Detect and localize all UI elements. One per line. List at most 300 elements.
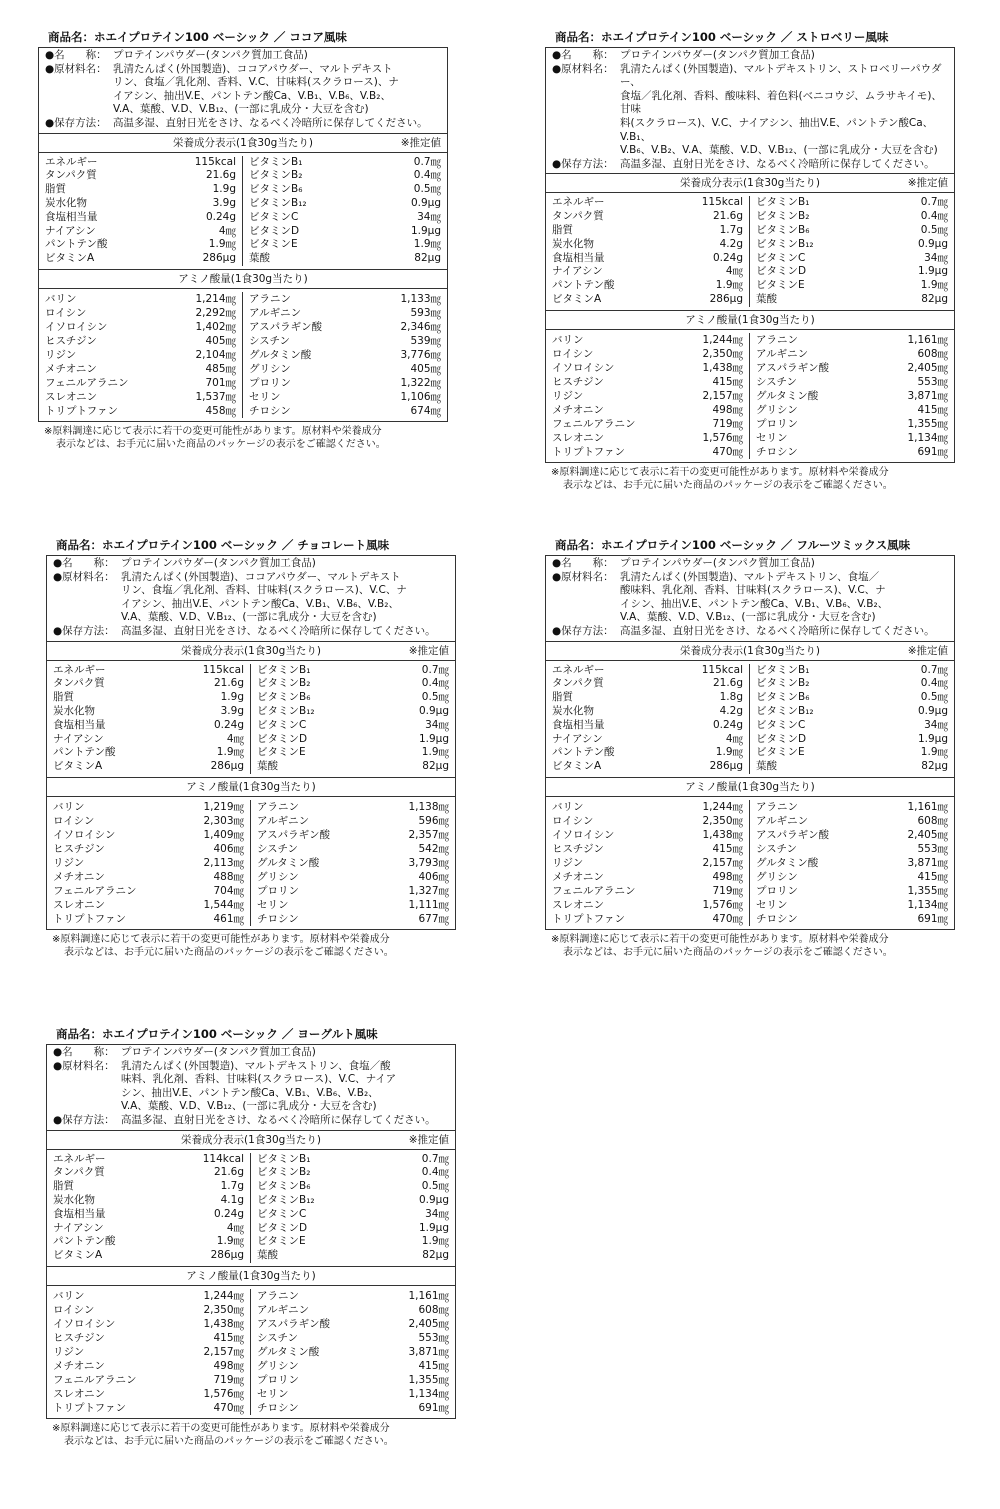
- amino-name: アスパラギン酸: [257, 828, 330, 841]
- amino-value: 405㎎: [205, 334, 236, 347]
- amino-name: アルギニン: [257, 814, 310, 827]
- nutrition-value: 0.24g: [213, 718, 244, 731]
- nutrition-row: [756, 238, 948, 252]
- footnote-line: 表示などは、お手元に届いた商品のパッケージの表示をご確認ください。: [64, 946, 394, 958]
- amino-name: セリン: [257, 1387, 289, 1400]
- nutrition-row: [552, 265, 743, 279]
- nutrition-row: [552, 733, 743, 747]
- amino-name: リジン: [552, 856, 584, 869]
- product-label: 商品名：ホエイプロテイン100 ベーシック ／: [56, 538, 294, 552]
- amino-name: セリン: [756, 431, 788, 444]
- amino-row: [249, 348, 441, 362]
- product-title: [545, 536, 955, 555]
- amino-row: [53, 1331, 244, 1345]
- label-panel: [38, 28, 448, 451]
- amino-name: ロイシン: [552, 347, 594, 360]
- amino-name: シスチン: [756, 375, 797, 388]
- ingredients-text: [121, 1060, 449, 1114]
- amino-row: [552, 403, 743, 417]
- amino-value: 415㎎: [418, 1359, 449, 1372]
- amino-column-left: [47, 1289, 251, 1415]
- nutrition-name: パントテン酸: [552, 279, 615, 292]
- nutrition-header: [47, 641, 455, 661]
- amino-row: [53, 1303, 244, 1317]
- product-info: [47, 1045, 455, 1130]
- label-box: [545, 555, 955, 930]
- nutrition-name: エネルギー: [45, 155, 98, 168]
- nutrition-value: 82μg: [921, 760, 948, 773]
- ingredients-line: V.A、葉酸、V.D、V.B₁₂、(一部に乳成分・大豆を含む): [121, 611, 377, 624]
- footnote-line: 表示などは、お手元に届いた商品のパッケージの表示をご確認ください。: [563, 946, 893, 958]
- nutrition-name: ビタミンB₂: [249, 169, 303, 182]
- amino-name: アルギニン: [257, 1303, 310, 1316]
- nutrition-row: [257, 1153, 449, 1167]
- amino-name: トリプトファン: [552, 445, 625, 458]
- nutrition-value: 0.9μg: [917, 704, 948, 717]
- nutrition-name: 食塩相当量: [552, 251, 605, 264]
- amino-value: 1,134㎎: [907, 431, 948, 444]
- name-value: プロテインパウダー(タンパク質加工食品): [121, 557, 316, 569]
- storage-value: 高温多湿、直射日光をさけ、なるべく冷暗所に保存してください。: [620, 624, 935, 637]
- nutrition-name: ビタミンD: [249, 224, 300, 237]
- amino-row: [53, 828, 244, 842]
- product-title: [46, 536, 456, 555]
- nutrition-row: [756, 733, 948, 747]
- amino-value: 498㎎: [213, 1359, 244, 1372]
- amino-value: 704㎎: [213, 884, 244, 897]
- nutrition-row: [756, 265, 948, 279]
- estimate-note: ※推定値: [408, 644, 449, 657]
- amino-row: [257, 1401, 449, 1415]
- amino-name: グリシン: [756, 403, 798, 416]
- nutrition-row: [756, 210, 948, 224]
- amino-value: 674㎎: [410, 404, 441, 417]
- nutrition-value: 0.5㎎: [413, 183, 441, 196]
- nutrition-value: 286μg: [709, 760, 743, 773]
- amino-value: 1,134㎎: [907, 898, 948, 911]
- amino-value: 596㎎: [418, 814, 449, 827]
- amino-row: [552, 445, 743, 459]
- ingredients-label: ●原材料名：: [45, 62, 107, 75]
- amino-row: [257, 856, 449, 870]
- nutrition-column-left: [47, 664, 251, 774]
- amino-name: アラニン: [756, 800, 798, 813]
- amino-row: [45, 362, 236, 376]
- nutrition-name: ビタミンD: [756, 732, 807, 745]
- nutrition-name: ナイアシン: [45, 224, 96, 237]
- ingredients-line: 乳清たんぱく(外国製造)、マルトデキストリン、ストロベリーパウダー、: [620, 62, 942, 89]
- flavor-name: チョコレート風味: [297, 538, 390, 552]
- nutrition-value: 286μg: [202, 252, 236, 265]
- nutrition-row: [257, 1249, 449, 1263]
- amino-row: [756, 375, 948, 389]
- flavor-name: ストロベリー風味: [796, 30, 889, 44]
- name-label: ●名 称：: [53, 1046, 115, 1058]
- label-box: [38, 47, 448, 422]
- nutrition-name: ビタミンB₁: [249, 155, 303, 168]
- nutrition-row: [552, 719, 743, 733]
- amino-name: プロリン: [756, 417, 798, 430]
- nutrition-row: [552, 210, 743, 224]
- nutrition-value: 21.6g: [205, 169, 236, 182]
- nutrition-row: [45, 252, 236, 266]
- amino-value: 1,409㎎: [203, 828, 244, 841]
- nutrition-name: ビタミンD: [257, 732, 308, 745]
- amino-value: 2,405㎎: [907, 361, 948, 374]
- amino-row: [756, 800, 948, 814]
- amino-value: 1,544㎎: [203, 898, 244, 911]
- nutrition-value: 115kcal: [194, 155, 236, 168]
- amino-row: [552, 814, 743, 828]
- amino-value: 488㎎: [213, 870, 244, 883]
- amino-name: フェニルアラニン: [53, 1373, 137, 1386]
- nutrition-row: [257, 1222, 449, 1236]
- nutrition-name: ナイアシン: [552, 265, 603, 278]
- amino-value: 1,576㎎: [203, 1387, 244, 1400]
- amino-value: 1,219㎎: [203, 800, 244, 813]
- amino-title: アミノ酸量(1食30g当たり): [178, 272, 308, 285]
- ingredients-line: リン、食塩／乳化剤、香料、V.C、甘味料(スクラロース)、ナ: [113, 76, 399, 89]
- nutrition-name: ビタミンB₁: [257, 663, 311, 676]
- amino-row: [53, 1317, 244, 1331]
- nutrition-value: 0.4㎎: [920, 677, 948, 690]
- nutrition-name: ビタミンA: [53, 760, 103, 773]
- amino-name: シスチン: [249, 334, 290, 347]
- nutrition-name: ビタミンB₁₂: [249, 196, 307, 209]
- amino-value: 405㎎: [410, 362, 441, 375]
- amino-value: 461㎎: [213, 912, 244, 925]
- nutrition-row: [552, 677, 743, 691]
- storage-label: ●保存方法：: [552, 624, 614, 637]
- amino-name: フェニルアラニン: [552, 417, 636, 430]
- amino-value: 1,106㎎: [400, 390, 441, 403]
- nutrition-row: [53, 733, 244, 747]
- name-row: [53, 1046, 449, 1060]
- amino-name: フェニルアラニン: [45, 376, 129, 389]
- amino-value: 485㎎: [205, 362, 236, 375]
- amino-row: [756, 431, 948, 445]
- amino-value: 1,244㎎: [702, 800, 743, 813]
- amino-row: [249, 320, 441, 334]
- amino-row: [257, 870, 449, 884]
- nutrition-name: 脂質: [45, 183, 66, 196]
- amino-column-left: [546, 800, 750, 926]
- nutrition-name: エネルギー: [552, 196, 605, 209]
- nutrition-row: [552, 691, 743, 705]
- amino-name: シスチン: [756, 842, 797, 855]
- nutrition-value: 4㎎: [218, 224, 236, 237]
- nutrition-row: [756, 664, 948, 678]
- amino-value: 2,405㎎: [408, 1317, 449, 1330]
- nutrition-value: 4㎎: [725, 265, 743, 278]
- amino-value: 3,776㎎: [400, 348, 441, 361]
- nutrition-value: 1.9㎎: [715, 279, 743, 292]
- amino-row: [552, 884, 743, 898]
- amino-row: [257, 884, 449, 898]
- nutrition-row: [552, 279, 743, 293]
- ingredients-line: 乳清たんぱく(外国製造)、マルトデキストリン、食塩／: [620, 570, 880, 583]
- footnote: [46, 933, 456, 959]
- amino-value: 2,157㎎: [203, 1345, 244, 1358]
- nutrition-value: 0.4㎎: [413, 169, 441, 182]
- amino-row: [756, 347, 948, 361]
- label-box: [46, 555, 456, 930]
- amino-value: 415㎎: [917, 870, 948, 883]
- storage-label: ●保存方法：: [53, 624, 115, 637]
- nutrition-row: [249, 225, 441, 239]
- nutrition-header: [546, 173, 954, 193]
- amino-row: [552, 800, 743, 814]
- nutrition-row: [756, 293, 948, 307]
- footnote-line: 表示などは、お手元に届いた商品のパッケージの表示をご確認ください。: [563, 479, 893, 491]
- amino-row: [249, 404, 441, 418]
- nutrition-row: [53, 1235, 244, 1249]
- amino-value: 1,402㎎: [195, 320, 236, 333]
- nutrition-name: 炭水化物: [53, 1193, 95, 1206]
- amino-name: リジン: [552, 389, 584, 402]
- nutrition-row: [257, 719, 449, 733]
- amino-name: バリン: [45, 292, 77, 305]
- nutrition-name: ビタミンB₆: [756, 223, 810, 236]
- nutrition-title: 栄養成分表示(1食30g当たり): [680, 177, 820, 190]
- nutrition-row: [53, 746, 244, 760]
- nutrition-name: ビタミンB₆: [257, 1180, 311, 1193]
- nutrition-value: 0.5㎎: [421, 691, 449, 704]
- amino-row: [249, 292, 441, 306]
- nutrition-name: ナイアシン: [53, 732, 104, 745]
- amino-row: [53, 1401, 244, 1415]
- nutrition-row: [257, 1180, 449, 1194]
- nutrition-name: ビタミンB₂: [257, 1166, 311, 1179]
- amino-value: 719㎎: [712, 417, 743, 430]
- amino-value: 719㎎: [213, 1373, 244, 1386]
- amino-name: チロシン: [756, 445, 798, 458]
- amino-column-right: [251, 1289, 455, 1415]
- amino-row: [53, 1359, 244, 1373]
- amino-name: イソロイシン: [53, 1317, 116, 1330]
- nutrition-value: 4.1g: [220, 1193, 244, 1206]
- label-box: [46, 1044, 456, 1419]
- nutrition-value: 82μg: [921, 292, 948, 305]
- amino-name: アルギニン: [756, 814, 809, 827]
- amino-name: チロシン: [756, 912, 798, 925]
- amino-row: [756, 389, 948, 403]
- amino-value: 1,438㎎: [702, 361, 743, 374]
- nutrition-row: [53, 1166, 244, 1180]
- ingredients-row: [45, 63, 441, 117]
- ingredients-row: [53, 571, 449, 625]
- amino-name: ヒスチジン: [552, 375, 604, 388]
- amino-row: [53, 1387, 244, 1401]
- name-value: プロテインパウダー(タンパク質加工食品): [113, 49, 308, 61]
- nutrition-column-right: [251, 1153, 455, 1263]
- nutrition-column-right: [243, 156, 447, 266]
- nutrition-row: [249, 238, 441, 252]
- amino-value: 2,350㎎: [702, 814, 743, 827]
- nutrition-name: タンパク質: [53, 677, 105, 690]
- nutrition-row: [552, 252, 743, 266]
- amino-name: メチオニン: [552, 403, 604, 416]
- nutrition-row: [45, 183, 236, 197]
- nutrition-name: ビタミンE: [257, 746, 306, 759]
- amino-grid: [39, 289, 447, 421]
- nutrition-header: [546, 641, 954, 661]
- storage-row: [552, 158, 948, 172]
- amino-name: リジン: [45, 348, 77, 361]
- amino-name: グルタミン酸: [249, 348, 312, 361]
- nutrition-row: [45, 225, 236, 239]
- amino-name: イソロイシン: [45, 320, 108, 333]
- amino-row: [257, 912, 449, 926]
- nutrition-title: 栄養成分表示(1食30g当たり): [181, 644, 321, 657]
- storage-row: [53, 1114, 449, 1128]
- amino-name: アラニン: [257, 1289, 299, 1302]
- nutrition-row: [257, 1194, 449, 1208]
- ingredients-line: 乳清たんぱく(外国製造)、ココアパウダー、マルトデキスト: [113, 62, 393, 75]
- nutrition-row: [756, 760, 948, 774]
- nutrition-name: 脂質: [53, 691, 74, 704]
- amino-column-right: [750, 333, 954, 459]
- amino-row: [756, 898, 948, 912]
- nutrition-name: ビタミンC: [249, 210, 299, 223]
- amino-value: 3,871㎎: [408, 1345, 449, 1358]
- amino-name: アスパラギン酸: [249, 320, 322, 333]
- amino-value: 1,576㎎: [702, 431, 743, 444]
- nutrition-value: 1.9㎎: [920, 279, 948, 292]
- amino-value: 2,405㎎: [907, 828, 948, 841]
- nutrition-row: [257, 691, 449, 705]
- ingredients-text: [121, 571, 449, 625]
- amino-row: [53, 870, 244, 884]
- amino-name: スレオニン: [552, 898, 605, 911]
- nutrition-column-left: [39, 156, 243, 266]
- footnote-line: 表示などは、お手元に届いた商品のパッケージの表示をご確認ください。: [56, 438, 386, 450]
- amino-name: チロシン: [257, 912, 299, 925]
- amino-value: 3,793㎎: [408, 856, 449, 869]
- nutrition-name: ビタミンB₂: [756, 677, 810, 690]
- amino-value: 1,355㎎: [408, 1373, 449, 1386]
- nutrition-value: 0.7㎎: [920, 196, 948, 209]
- nutrition-name: 脂質: [53, 1180, 74, 1193]
- ingredients-line: 酸味料、乳化剤、香料、甘味料(スクラロース)、V.C、ナ: [620, 584, 886, 597]
- nutrition-name: ビタミンE: [756, 746, 805, 759]
- amino-value: 1,161㎎: [907, 333, 948, 346]
- storage-value: 高温多湿、直射日光をさけ、なるべく冷暗所に保存してください。: [620, 157, 935, 170]
- amino-name: トリプトファン: [45, 404, 118, 417]
- amino-grid: [47, 1286, 455, 1418]
- nutrition-value: 3.9g: [220, 704, 244, 717]
- nutrition-value: 0.5㎎: [920, 691, 948, 704]
- nutrition-value: 114kcal: [202, 1152, 244, 1165]
- storage-row: [45, 117, 441, 131]
- nutrition-row: [53, 760, 244, 774]
- nutrition-value: 0.7㎎: [413, 155, 441, 168]
- nutrition-value: 115kcal: [701, 196, 743, 209]
- amino-row: [756, 333, 948, 347]
- nutrition-value: 34㎎: [425, 1207, 449, 1220]
- ingredients-line: イアシン、抽出V.E、パントテン酸Ca、V.B₁、V.B₆、V.B₂、: [113, 89, 391, 102]
- nutrition-name: ビタミンC: [257, 718, 307, 731]
- amino-title: アミノ酸量(1食30g当たり): [186, 1269, 316, 1282]
- nutrition-name: 食塩相当量: [45, 210, 98, 223]
- nutrition-value: 0.5㎎: [920, 223, 948, 236]
- amino-header: [39, 269, 447, 289]
- nutrition-row: [552, 746, 743, 760]
- amino-row: [53, 1289, 244, 1303]
- nutrition-row: [552, 760, 743, 774]
- amino-value: 1,161㎎: [907, 800, 948, 813]
- nutrition-value: 0.4㎎: [421, 1166, 449, 1179]
- amino-row: [53, 884, 244, 898]
- ingredients-line: 味料、乳化剤、香料、甘味料(スクラロース)、V.C、ナイア: [121, 1073, 397, 1086]
- nutrition-grid: [546, 193, 954, 309]
- nutrition-name: ビタミンA: [552, 292, 602, 305]
- amino-row: [756, 828, 948, 842]
- footnote-line: ※原料調達に応じて表示に若干の変更可能性があります。原材料や栄養成分: [52, 1422, 390, 1434]
- amino-name: アラニン: [756, 333, 798, 346]
- nutrition-value: 1.9μg: [418, 732, 449, 745]
- nutrition-value: 115kcal: [701, 663, 743, 676]
- amino-name: トリプトファン: [53, 1401, 126, 1414]
- name-label: ●名 称：: [552, 49, 614, 61]
- label-panel: [545, 536, 955, 959]
- nutrition-value: 115kcal: [202, 663, 244, 676]
- nutrition-name: ビタミンB₁₂: [756, 704, 814, 717]
- amino-row: [257, 1359, 449, 1373]
- footnote: [46, 1422, 456, 1448]
- nutrition-row: [756, 705, 948, 719]
- nutrition-name: エネルギー: [552, 663, 605, 676]
- amino-value: 1,327㎎: [408, 884, 449, 897]
- product-info: [47, 556, 455, 641]
- amino-name: セリン: [249, 390, 281, 403]
- nutrition-header: [47, 1130, 455, 1150]
- nutrition-value: 286μg: [709, 292, 743, 305]
- nutrition-value: 4.2g: [719, 237, 743, 250]
- amino-name: ロイシン: [45, 306, 87, 319]
- nutrition-name: タンパク質: [45, 169, 97, 182]
- amino-row: [552, 375, 743, 389]
- amino-row: [53, 856, 244, 870]
- nutrition-row: [257, 733, 449, 747]
- ingredients-line: 乳清たんぱく(外国製造)、マルトデキストリン、食塩／酸: [121, 1059, 391, 1072]
- product-label: 商品名：ホエイプロテイン100 ベーシック ／: [555, 538, 793, 552]
- amino-row: [552, 828, 743, 842]
- product-title: [38, 28, 448, 47]
- amino-row: [45, 376, 236, 390]
- nutrition-value: 0.24g: [712, 718, 743, 731]
- amino-value: 2,113㎎: [203, 856, 244, 869]
- ingredients-row: [552, 571, 948, 625]
- nutrition-row: [756, 719, 948, 733]
- footnote-line: ※原料調達に応じて表示に若干の変更可能性があります。原材料や栄養成分: [52, 933, 390, 945]
- amino-value: 1,111㎎: [408, 898, 449, 911]
- nutrition-row: [53, 677, 244, 691]
- nutrition-grid: [47, 1150, 455, 1266]
- nutrition-row: [53, 1194, 244, 1208]
- nutrition-name: エネルギー: [53, 663, 106, 676]
- nutrition-value: 1.9μg: [418, 1221, 449, 1234]
- amino-value: 470㎎: [213, 1401, 244, 1414]
- nutrition-row: [257, 1235, 449, 1249]
- amino-name: フェニルアラニン: [53, 884, 137, 897]
- amino-row: [45, 306, 236, 320]
- amino-row: [552, 361, 743, 375]
- amino-value: 2,357㎎: [408, 828, 449, 841]
- nutrition-value: 4㎎: [226, 1221, 244, 1234]
- nutrition-name: ビタミンB₁: [756, 196, 810, 209]
- ingredients-label: ●原材料名：: [53, 570, 115, 583]
